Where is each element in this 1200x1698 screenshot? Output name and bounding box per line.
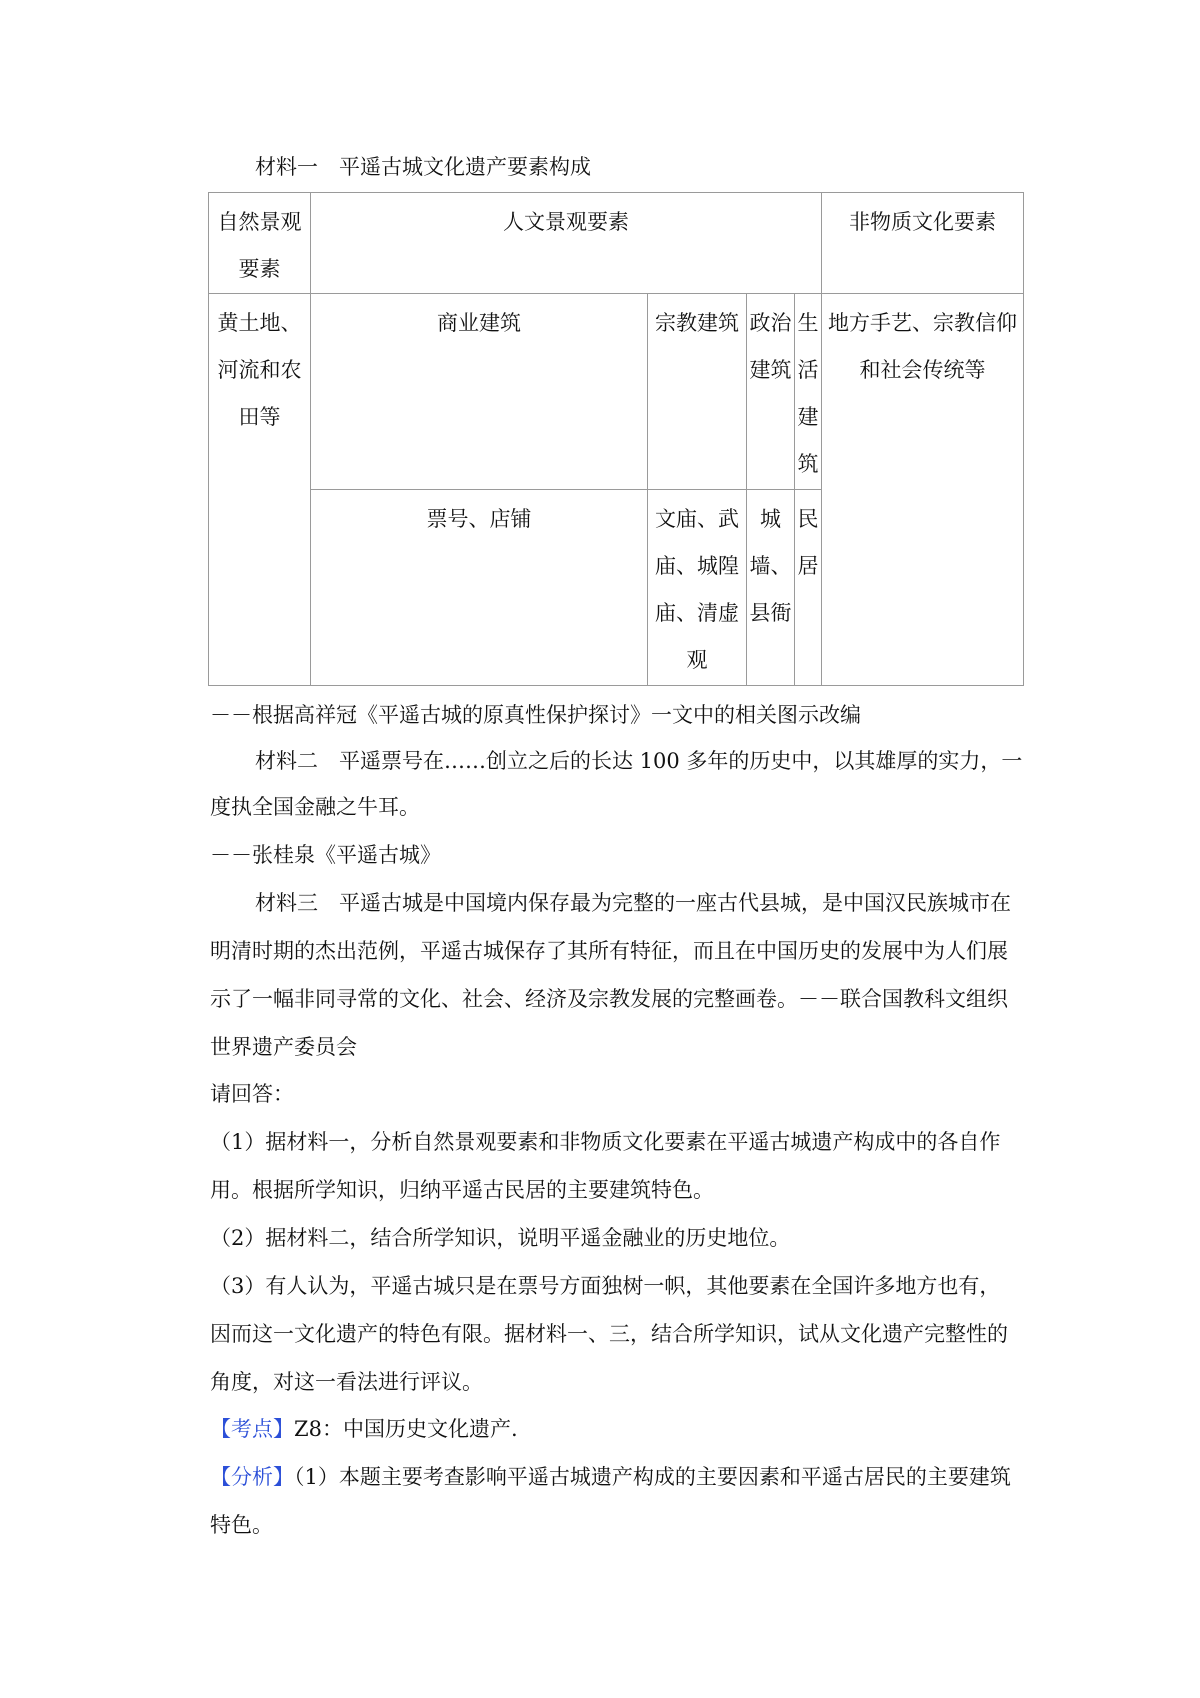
political-architecture: 政治 建筑 — [747, 294, 795, 490]
natural-elements: 黄土地、 河流和农 田等 — [209, 294, 311, 686]
kaodian-tag: 【考点】 — [210, 1417, 294, 1441]
header-cultural-landscape: 人文景观要素 — [311, 193, 822, 294]
material3-line-3: 示了一幅非同寻常的文化、社会、经济及宗教发展的完整画卷。－－联合国教科文组织 — [210, 987, 1008, 1011]
fenxi-tag: 【分析】 — [210, 1465, 294, 1489]
heritage-elements-table — [208, 192, 1024, 686]
material1-title: 材料一 平遥古城文化遗产要素构成 — [255, 155, 591, 179]
fenxi-line-2: 特色。 — [210, 1513, 273, 1537]
material3-line-2: 明清时期的杰出范例，平遥古城保存了其所有特征，而且在中国历史的发展中为人们展 — [210, 939, 1008, 963]
religious-architecture: 宗教建筑 — [648, 294, 747, 490]
commercial-items: 票号、店铺 — [311, 490, 648, 686]
question-3-line-2: 因而这一文化遗产的特色有限。据材料一、三，结合所学知识，试从文化遗产完整性的 — [210, 1322, 1008, 1346]
header-natural: 自然景观 要素 — [209, 193, 311, 294]
living-items: 民 居 — [795, 490, 822, 686]
religious-items: 文庙、武 庙、城隍 庙、清虚 观 — [648, 490, 747, 686]
question-1-line-2: 用。根据所学知识，归纳平遥古民居的主要建筑特色。 — [210, 1178, 714, 1202]
material3-line-1: 材料三 平遥古城是中国境内保存最为完整的一座古代县城，是中国汉民族城市在 — [255, 891, 1011, 915]
question-3-line-3: 角度，对这一看法进行评议。 — [210, 1370, 483, 1394]
material2-line-2: 度执全国金融之牛耳。 — [210, 795, 420, 819]
kaodian-line — [210, 1416, 518, 1442]
question-1-line-1: （1）据材料一，分析自然景观要素和非物质文化要素在平遥古城遗产构成中的各自作 — [210, 1130, 1001, 1154]
question-3-line-1: （3）有人认为，平遥古城只是在票号方面独树一帜，其他要素在全国许多地方也有， — [210, 1274, 1001, 1298]
kaodian-text: Z8：中国历史文化遗产. — [294, 1417, 518, 1441]
header-intangible: 非物质文化要素 — [822, 193, 1024, 294]
source-1: －－根据高祥冠《平遥古城的原真性保护探讨》一文中的相关图示改编 — [210, 703, 861, 727]
intangible-elements: 地方手艺、宗教信仰 和社会传统等 — [822, 294, 1024, 686]
commercial-architecture: 商业建筑 — [311, 294, 648, 490]
source-2: －－张桂泉《平遥古城》 — [210, 843, 441, 867]
answer-prompt: 请回答： — [210, 1082, 294, 1106]
fenxi-text-1: （1）本题主要考查影响平遥古城遗产构成的主要因素和平遥古居民的主要建筑 — [294, 1465, 1011, 1489]
material2-line-1: 材料二 平遥票号在……创立之后的长达 100 多年的历史中，以其雄厚的实力，一 — [255, 749, 1023, 773]
material3-line-4: 世界遗产委员会 — [210, 1035, 357, 1059]
living-architecture: 生 活 建 筑 — [795, 294, 822, 490]
fenxi-line-1 — [210, 1464, 1011, 1490]
question-2: （2）据材料二，结合所学知识，说明平遥金融业的历史地位。 — [210, 1226, 791, 1250]
political-items: 城 墙、 县衙 — [747, 490, 795, 686]
